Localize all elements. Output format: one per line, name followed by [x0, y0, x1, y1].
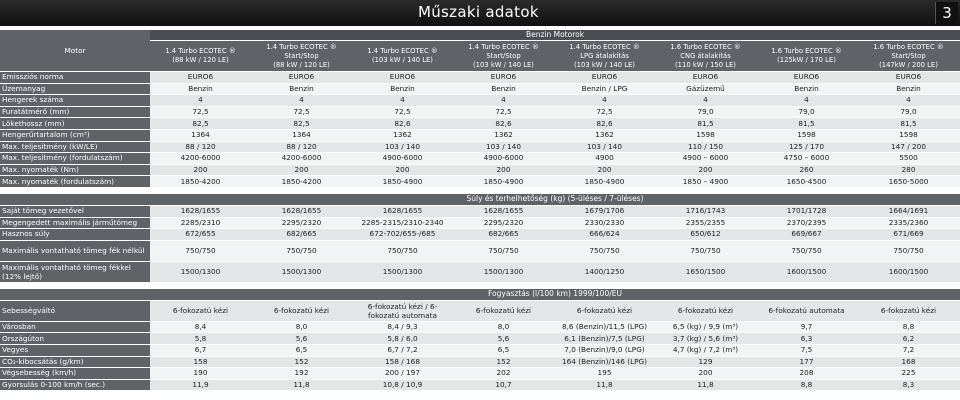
table-cell: 1850-4900 — [352, 176, 453, 188]
table-cell: 750/750 — [352, 240, 453, 261]
table-cell: 202 — [453, 368, 554, 380]
table-row — [0, 83, 960, 95]
table-cell: 168 — [857, 356, 960, 368]
engine-header-line: Start/Stop — [891, 51, 926, 60]
engine-header-line: (103 kW / 140 LE) — [574, 60, 635, 69]
table-cell: 1850-4200 — [251, 176, 352, 188]
table-cell: 72,5 — [453, 106, 554, 118]
engine-header-8 — [857, 41, 960, 72]
fuel-row-label: Országúton — [0, 333, 150, 345]
table-row — [0, 106, 960, 118]
table-cell: 1500/1300 — [453, 261, 554, 282]
table-cell: 81,5 — [655, 118, 756, 130]
table-cell: 200 / 197 — [352, 368, 453, 380]
engine-row-label: Hengerek száma — [0, 95, 150, 107]
table-row — [0, 176, 960, 188]
table-cell: 164 (Benzin)/146 (LPG) — [554, 356, 655, 368]
table-row — [0, 229, 960, 241]
table-cell: 2285-2315/2310-2340 — [352, 217, 453, 229]
table-cell: 6-fokozatú kézi — [251, 300, 352, 321]
table-cell: 1598 — [655, 129, 756, 141]
engine-row-label: Max. nyomaték (Nm) — [0, 164, 150, 176]
engine-header-line: 1.4 Turbo ECOTEC ® — [569, 42, 640, 51]
table-row — [0, 321, 960, 333]
table-row — [0, 333, 960, 345]
table-cell: 81,5 — [756, 118, 857, 130]
table-cell: 4 — [453, 95, 554, 107]
table-cell: 82,6 — [352, 118, 453, 130]
table-cell: 4 — [251, 95, 352, 107]
engine-header-line: 1.6 Turbo ECOTEC ® — [873, 42, 944, 51]
table-cell: 750/750 — [251, 240, 352, 261]
table-cell: 8,3 — [857, 379, 960, 391]
table-cell: 10,7 — [453, 379, 554, 391]
table-cell: 682/665 — [453, 229, 554, 241]
table-cell: 1600/1500 — [756, 261, 857, 282]
table-cell: 200 — [352, 164, 453, 176]
engine-header-line: (147kW / 200 LE) — [879, 60, 938, 69]
table-row — [0, 217, 960, 229]
table-cell: 88 / 120 — [150, 141, 251, 153]
table-cell: EURO6 — [655, 72, 756, 84]
table-cell: 72,5 — [554, 106, 655, 118]
engine-header-5 — [554, 41, 655, 72]
table-cell: 1362 — [352, 129, 453, 141]
table-cell: 260 — [756, 164, 857, 176]
table-row — [0, 261, 960, 282]
page-title: Műszaki adatok — [418, 3, 539, 21]
table-cell: 147 / 200 — [857, 141, 960, 153]
table-cell: 4 — [756, 95, 857, 107]
table-cell: 4900-6000 — [453, 153, 554, 165]
table-cell: 1600/1500 — [857, 261, 960, 282]
table-row — [0, 164, 960, 176]
table-cell: 7,2 — [857, 344, 960, 356]
table-cell: EURO6 — [251, 72, 352, 84]
engine-row-label: Emissziós norma — [0, 72, 150, 84]
table-cell: 72,5 — [150, 106, 251, 118]
table-cell: 4 — [352, 95, 453, 107]
table-cell: 3,7 (kg) / 5,6 (m³) — [655, 333, 756, 345]
table-row — [0, 356, 960, 368]
table-cell: 6,5 — [251, 344, 352, 356]
table-cell: EURO6 — [453, 72, 554, 84]
engine-group-heading: Benzin Motorok — [150, 30, 960, 41]
table-cell: 103 / 140 — [554, 141, 655, 153]
table-cell: 192 — [251, 368, 352, 380]
table-cell: EURO6 — [554, 72, 655, 84]
table-cell: Benzin — [251, 83, 352, 95]
table-cell: 1364 — [251, 129, 352, 141]
engine-header-line: (125kW / 170 LE) — [777, 56, 836, 64]
table-cell: 1400/1250 — [554, 261, 655, 282]
engine-row-label: Furatátmérő (mm) — [0, 106, 150, 118]
spec-table — [0, 30, 960, 391]
table-cell: 4900 — [554, 153, 655, 165]
table-cell: 6,5 — [453, 344, 554, 356]
table-cell: 2355/2355 — [655, 217, 756, 229]
table-cell: 8,8 — [756, 379, 857, 391]
table-cell: 2285/2310 — [150, 217, 251, 229]
fuel-section-heading: Fogyasztás (l/100 km) 1999/100/EU — [150, 289, 960, 301]
table-row — [0, 153, 960, 165]
table-cell: 7,0 (Benzin)/9,0 (LPG) — [554, 344, 655, 356]
table-cell: EURO6 — [857, 72, 960, 84]
table-cell: 103 / 140 — [453, 141, 554, 153]
table-cell: 8,4 / 9,3 — [352, 321, 453, 333]
engine-header-line: 1.6 Turbo ECOTEC ® — [771, 47, 842, 55]
engine-row-label: Max. teljesítmény (kW/LE) — [0, 141, 150, 153]
engine-header-4 — [453, 41, 554, 72]
table-cell: 8,6 (Benzin)/11,5 (LPG) — [554, 321, 655, 333]
table-cell: 1650-4500 — [756, 176, 857, 188]
table-cell: 6-fokozatú kézi / 6-fokozatú automata — [352, 300, 453, 321]
table-cell: 6-fokozatú kézi — [150, 300, 251, 321]
section-blank — [0, 289, 150, 301]
engine-header-line: Start/Stop — [486, 51, 521, 60]
table-cell: 200 — [554, 164, 655, 176]
table-row — [0, 95, 960, 107]
table-row — [0, 344, 960, 356]
table-cell: 2295/2320 — [251, 217, 352, 229]
table-row — [0, 129, 960, 141]
weight-row-label: Maximális vontatható tömeg fék nélkül — [0, 240, 150, 261]
engine-header-line: 1.4 Turbo ECOTEC ® — [367, 47, 438, 55]
table-cell: 1362 — [554, 129, 655, 141]
table-cell: 4200-6000 — [251, 153, 352, 165]
engine-header-line: 1.4 Turbo ECOTEC ® — [468, 42, 539, 51]
weight-section-heading: Súly és terhelhetőség (kg) (5-üléses / 7-üléses) — [150, 194, 960, 206]
engine-header-1 — [150, 41, 251, 72]
table-cell: 7,5 — [756, 344, 857, 356]
table-cell: 82,6 — [554, 118, 655, 130]
engine-row-label: Hengerűrtartalom (cm³) — [0, 129, 150, 141]
table-cell: 11,9 — [150, 379, 251, 391]
engine-header-line: (88 kW / 120 LE) — [273, 60, 330, 69]
table-cell: 72,5 — [251, 106, 352, 118]
table-cell: 6-fokozatú automata — [756, 300, 857, 321]
table-cell: 1850-4900 — [554, 176, 655, 188]
table-cell: 5500 — [857, 153, 960, 165]
table-cell: 152 — [251, 356, 352, 368]
engine-header-line: (88 kW / 120 LE) — [172, 56, 229, 64]
table-cell: 10,8 / 10,9 — [352, 379, 453, 391]
table-cell: 152 — [453, 356, 554, 368]
table-cell: 72,5 — [352, 106, 453, 118]
table-cell: 6,7 / 7,2 — [352, 344, 453, 356]
table-cell: 2370/2395 — [756, 217, 857, 229]
table-row — [0, 240, 960, 261]
table-cell: 79,0 — [857, 106, 960, 118]
table-cell: 1598 — [857, 129, 960, 141]
table-cell: 4,7 (kg) / 7,2 (m³) — [655, 344, 756, 356]
table-cell: EURO6 — [352, 72, 453, 84]
table-cell: 82,5 — [251, 118, 352, 130]
table-cell: 11,8 — [655, 379, 756, 391]
weight-row-label: Megengedett maximális járműtömeg — [0, 217, 150, 229]
table-cell: 4 — [655, 95, 756, 107]
table-cell: 200 — [655, 368, 756, 380]
table-cell: 1628/1655 — [150, 205, 251, 217]
table-cell: 190 — [150, 368, 251, 380]
table-cell: 750/750 — [554, 240, 655, 261]
table-cell: 9,7 — [756, 321, 857, 333]
table-cell: 1850-4200 — [150, 176, 251, 188]
table-cell: 4200-6000 — [150, 153, 251, 165]
engine-header-6 — [655, 41, 756, 72]
table-cell: 1362 — [453, 129, 554, 141]
table-cell: 750/750 — [857, 240, 960, 261]
table-cell: 1650/1500 — [655, 261, 756, 282]
section-blank — [0, 194, 150, 206]
table-cell: 103 / 140 — [352, 141, 453, 153]
table-cell: 1364 — [150, 129, 251, 141]
engine-header-line: 1.4 Turbo ECOTEC ® — [165, 47, 236, 55]
table-cell: 177 — [756, 356, 857, 368]
table-cell: 8,0 — [453, 321, 554, 333]
table-cell: 1628/1655 — [251, 205, 352, 217]
table-cell: 1664/1691 — [857, 205, 960, 217]
engine-header-2 — [251, 41, 352, 72]
engine-header-line: 1.4 Turbo ECOTEC ® — [266, 42, 337, 51]
table-cell: 82,5 — [150, 118, 251, 130]
table-cell: 2330/2330 — [554, 217, 655, 229]
motor-label: Motor — [0, 30, 150, 72]
weight-row-label: Maximális vontatható tömeg fékkel (12% lejtő) — [0, 261, 150, 282]
table-cell: 8,8 — [857, 321, 960, 333]
table-cell: 1701/1728 — [756, 205, 857, 217]
table-cell: EURO6 — [150, 72, 251, 84]
table-cell: 79,0 — [756, 106, 857, 118]
table-cell: 6,1 (Benzin)/7,5 (LPG) — [554, 333, 655, 345]
table-cell: 5,8 — [150, 333, 251, 345]
table-row — [0, 118, 960, 130]
table-cell: 4 — [554, 95, 655, 107]
engine-header-line: 1.6 Turbo ECOTEC ® — [670, 42, 741, 51]
table-cell: 750/750 — [756, 240, 857, 261]
fuel-row-label: Gyorsulás 0-100 km/h (sec.) — [0, 379, 150, 391]
table-row — [0, 72, 960, 84]
table-cell: 5,6 — [251, 333, 352, 345]
table-cell: 1500/1300 — [150, 261, 251, 282]
table-cell: 200 — [150, 164, 251, 176]
table-cell: 200 — [251, 164, 352, 176]
table-cell: 750/750 — [655, 240, 756, 261]
table-cell: 158 — [150, 356, 251, 368]
engine-row-label: Lökethossz (mm) — [0, 118, 150, 130]
table-cell: 6,7 — [150, 344, 251, 356]
engine-row-label: Max. nyomaték (fordulatszám) — [0, 176, 150, 188]
table-cell: 6-fokozatú kézi — [655, 300, 756, 321]
table-cell: 158 / 168 — [352, 356, 453, 368]
table-row — [0, 368, 960, 380]
table-cell: 1650-5000 — [857, 176, 960, 188]
table-cell: 11,8 — [554, 379, 655, 391]
table-cell: 4900 – 6000 — [655, 153, 756, 165]
engine-row-label: Üzemanyag — [0, 83, 150, 95]
fuel-row-label: Végsebesség (km/h) — [0, 368, 150, 380]
table-cell: 2295/2320 — [453, 217, 554, 229]
engine-header-line: (103 kW / 140 LE) — [372, 56, 433, 64]
table-cell: EURO6 — [756, 72, 857, 84]
table-cell: 88 / 120 — [251, 141, 352, 153]
table-cell: 4750 – 6000 — [756, 153, 857, 165]
table-cell: 4 — [857, 95, 960, 107]
table-cell: Benzin — [857, 83, 960, 95]
table-cell: 4 — [150, 95, 251, 107]
table-cell: 6,3 — [756, 333, 857, 345]
title-bar — [0, 0, 960, 26]
table-cell: 6-fokozatú kézi — [857, 300, 960, 321]
table-cell: 1500/1300 — [352, 261, 453, 282]
table-cell: 6-fokozatú kézi — [554, 300, 655, 321]
table-cell: 280 — [857, 164, 960, 176]
fuel-row-label: Vegyes — [0, 344, 150, 356]
table-cell: 750/750 — [150, 240, 251, 261]
table-cell: 225 — [857, 368, 960, 380]
table-cell: 81,5 — [857, 118, 960, 130]
engine-header-line: Start/Stop — [284, 51, 319, 60]
table-cell: 129 — [655, 356, 756, 368]
engine-header-line: CNG átalakítás — [680, 51, 731, 60]
table-cell: Gázüzemű — [655, 83, 756, 95]
table-cell: 1500/1300 — [251, 261, 352, 282]
table-cell: 1850-4900 — [453, 176, 554, 188]
table-cell: Benzin — [352, 83, 453, 95]
engine-header-line: (110 kW / 150 LE) — [675, 60, 736, 69]
fuel-row-label: Városban — [0, 321, 150, 333]
table-cell: Benzin / LPG — [554, 83, 655, 95]
engine-header-7 — [756, 41, 857, 72]
table-cell: 11,8 — [251, 379, 352, 391]
table-cell: 1628/1655 — [453, 205, 554, 217]
table-cell: 672-702/655-/685 — [352, 229, 453, 241]
table-cell: 1716/1743 — [655, 205, 756, 217]
table-cell: 6,5 (kg) / 9,9 (m³) — [655, 321, 756, 333]
table-cell: Benzin — [756, 83, 857, 95]
table-cell: 1628/1655 — [352, 205, 453, 217]
table-row — [0, 379, 960, 391]
table-cell: Benzin — [453, 83, 554, 95]
table-row — [0, 141, 960, 153]
table-cell: 672/655 — [150, 229, 251, 241]
fuel-row-label: CO₂-kibocsátás (g/km) — [0, 356, 150, 368]
engine-header-line: LPG átalakítás — [580, 51, 629, 60]
table-cell: 1598 — [756, 129, 857, 141]
table-cell: 195 — [554, 368, 655, 380]
table-cell: 200 — [453, 164, 554, 176]
engine-header-line: (103 kW / 140 LE) — [473, 60, 534, 69]
table-cell: 2335/2360 — [857, 217, 960, 229]
table-row — [0, 300, 960, 321]
engine-row-label: Max. teljesítmény (fordulatszám) — [0, 153, 150, 165]
table-cell: 125 / 170 — [756, 141, 857, 153]
weight-row-label: Hasznos súly — [0, 229, 150, 241]
table-cell: 669/667 — [756, 229, 857, 241]
table-cell: 1850 – 4900 — [655, 176, 756, 188]
table-cell: 5,6 — [453, 333, 554, 345]
engine-header-3 — [352, 41, 453, 72]
table-cell: 1679/1706 — [554, 205, 655, 217]
table-cell: 82,6 — [453, 118, 554, 130]
table-cell: 6-fokozatú kézi — [453, 300, 554, 321]
table-cell: Benzin — [150, 83, 251, 95]
table-cell: 208 — [756, 368, 857, 380]
table-cell: 4900-6000 — [352, 153, 453, 165]
fuel-row-label: Sebességváltó — [0, 300, 150, 321]
table-cell: 200 — [655, 164, 756, 176]
table-cell: 110 / 150 — [655, 141, 756, 153]
table-cell: 682/665 — [251, 229, 352, 241]
table-cell: 671/669 — [857, 229, 960, 241]
table-cell: 79,0 — [655, 106, 756, 118]
table-cell: 750/750 — [453, 240, 554, 261]
page-number: 3 — [935, 2, 958, 24]
table-cell: 8,4 — [150, 321, 251, 333]
table-row — [0, 205, 960, 217]
table-cell: 6,2 — [857, 333, 960, 345]
table-cell: 666/624 — [554, 229, 655, 241]
weight-row-label: Saját tömeg vezetővel — [0, 205, 150, 217]
table-cell: 650/612 — [655, 229, 756, 241]
table-cell: 8,0 — [251, 321, 352, 333]
table-cell: 5,8 / 6,0 — [352, 333, 453, 345]
